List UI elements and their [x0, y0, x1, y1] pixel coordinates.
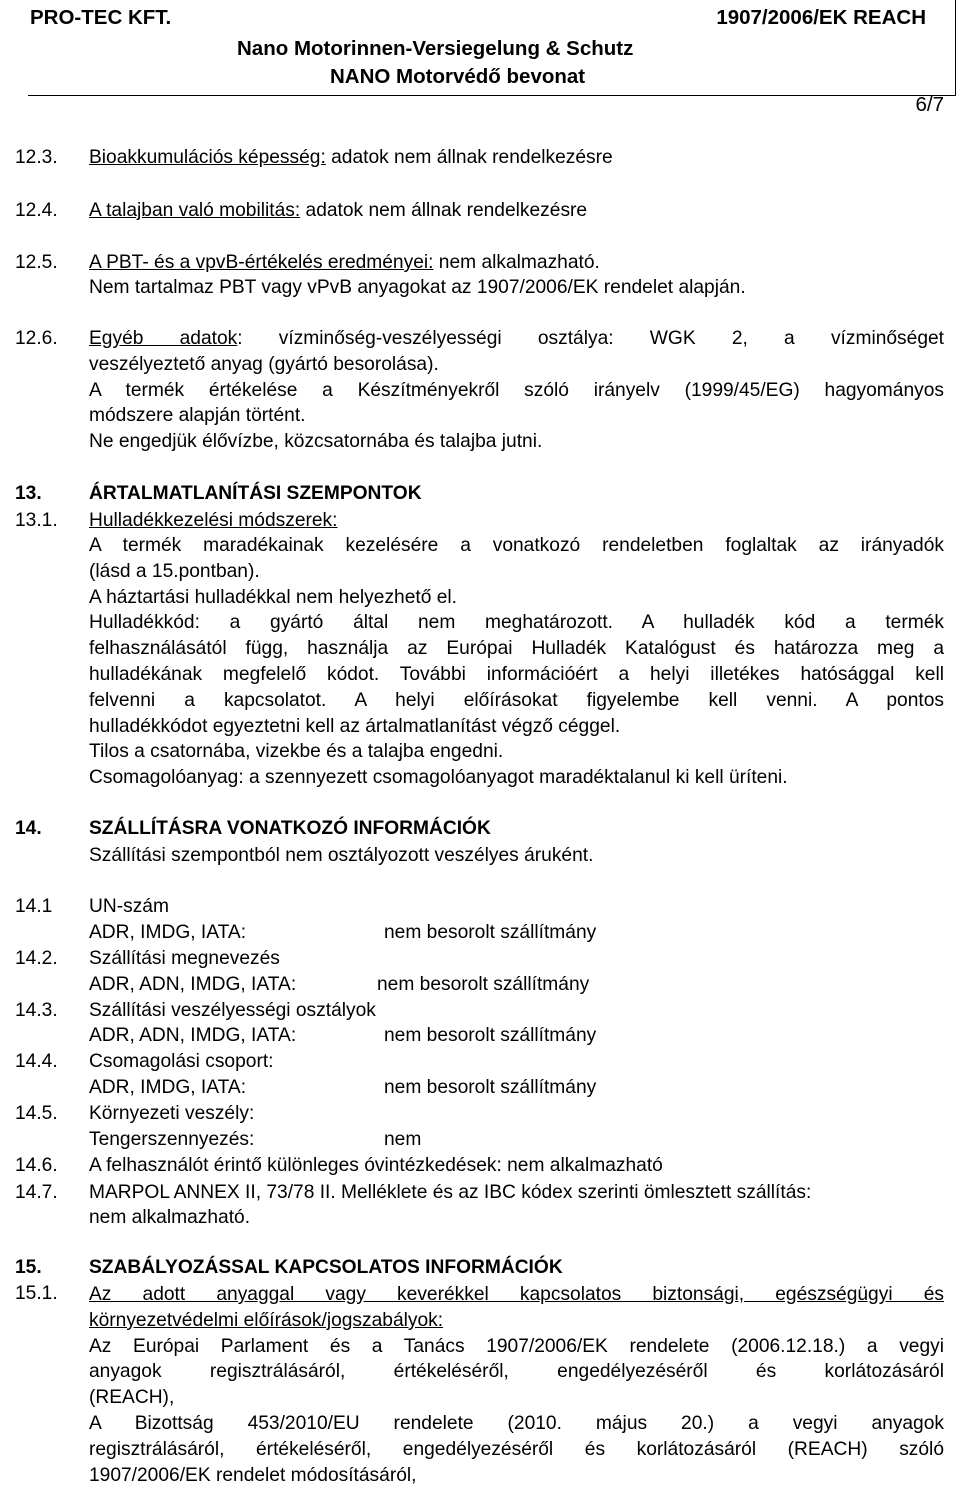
item-number: 12.6. [15, 328, 58, 349]
item-label: Bioakkumulációs képesség: [89, 147, 326, 168]
transport-value: nem [384, 1129, 422, 1150]
item-text: Csomagolóanyag: a szennyezett csomagolóanyagot maradéktalanul ki kell üríteni. [89, 767, 788, 789]
item-text: (REACH), [89, 1387, 175, 1409]
transport-value: nem besorolt szállítmány [384, 1025, 597, 1046]
section-title: SZABÁLYOZÁSSAL KAPCSOLATOS INFORMÁCIÓK [89, 1257, 563, 1278]
item-text: Az Európai Parlament és a Tanács 1907/2006/EK rendelete (2006.12.18.) a vegyi [89, 1335, 944, 1357]
item-text: A termék értékelése a Készítményekről szóló irányelv (1999/45/EG) hagyományos [89, 379, 944, 401]
item-text: adatok nem állnak rendelkezésre [300, 200, 588, 221]
regulations-block [89, 1282, 944, 1488]
item-text: (lásd a 15.pontban). [89, 560, 260, 582]
transport-key: Tengerszennyezés: [89, 1129, 255, 1150]
pbt-note: Nem tartalmaz PBT vagy vPvB anyagokat az 1907/2006/EK rendelet alapján. [89, 277, 746, 298]
section-number: 13. [15, 483, 42, 504]
section-number: 14. [15, 818, 42, 839]
transport-value: nem besorolt szállítmány [377, 974, 590, 995]
section-number: 15. [15, 1257, 42, 1278]
header-divider [28, 95, 956, 96]
transport-value: nem besorolt szállítmány [384, 922, 597, 943]
item-number: 13.1. [15, 510, 58, 531]
item-text: regisztrálásáról, értékeléséről, engedélyezéséről és korlátozásáról (REACH) szóló [89, 1438, 944, 1460]
item-text: nem alkalmazható. [433, 252, 600, 273]
pbt-row [89, 251, 600, 275]
page-number: 6/7 [915, 93, 944, 116]
item-text: A felhasználót érintő különleges óvintézkedések: nem alkalmazható [89, 1155, 663, 1176]
item-label: Hulladékkezelési módszerek: [89, 510, 338, 531]
item-text: anyagok regisztrálásáról, értékeléséről, engedélyezéséről és korlátozásáról [89, 1361, 944, 1383]
item-number: 12.4. [15, 200, 58, 221]
item-number: 14.3. [15, 1000, 58, 1021]
transport-value: nem besorolt szállítmány [384, 1077, 597, 1098]
item-text: Tilos a csatornába, vizekbe és a talajba engedni. [89, 741, 504, 763]
item-number: 14.2. [15, 948, 58, 969]
section-title: ÁRTALMATLANÍTÁSI SZEMPONTOK [89, 483, 422, 504]
item-label: Szállítási megnevezés [89, 948, 280, 969]
item-text: veszélyeztető anyag (gyártó besorolása). [89, 353, 439, 375]
item-label: Az adott anyaggal vagy keverékkel kapcsolatos biztonsági, egészségügyi és [89, 1284, 944, 1305]
product-name-de: Nano Motorinnen-Versiegelung & Schutz [237, 37, 634, 60]
regulation-ref: 1907/2006/EK REACH [716, 6, 926, 29]
item-text: felvenni a kapcsolatot. A helyi előírásokat figyelembe kell venni. A pontos [89, 689, 944, 711]
item-text: : vízminőség-veszélyességi osztálya: WGK 2, a vízminőséget [237, 328, 944, 349]
transport-key: ADR, IMDG, IATA: [89, 1077, 247, 1098]
item-label: A talajban való mobilitás: [89, 200, 301, 221]
bioaccumulation-row [89, 146, 613, 170]
other-info-block [89, 326, 944, 455]
item-label: Szállítási veszélyességi osztályok [89, 1000, 376, 1021]
item-text: A Bizottság 453/2010/EU rendelete (2010. május 20.) a vegyi anyagok [89, 1412, 944, 1434]
item-text: A háztartási hulladékkal nem helyezhető el. [89, 586, 457, 608]
item-text: adatok nem állnak rendelkezésre [325, 147, 613, 168]
item-label: A PBT- és a vpvB-értékelés eredményei: [89, 252, 434, 273]
header-right-border [955, 0, 956, 96]
item-label: környezetvédelmi előírások/jogszabályok: [89, 1309, 444, 1331]
item-label: UN-szám [89, 896, 169, 917]
product-name-hu: NANO Motorvédő bevonat [330, 65, 586, 88]
item-number: 14.4. [15, 1051, 58, 1072]
item-text: Ne engedjük élővízbe, közcsatornába és talajba jutni. [89, 431, 543, 453]
item-text: A termék maradékainak kezelésére a vonatkozó rendeletben foglaltak az irányadók [89, 535, 944, 556]
item-text: MARPOL ANNEX II, 73/78 II. Melléklete és az IBC kódex szerinti ömlesztett szállítás: [89, 1182, 812, 1203]
mobility-row [89, 199, 587, 223]
section-title: SZÁLLÍTÁSRA VONATKOZÓ INFORMÁCIÓK [89, 818, 491, 839]
transport-key: ADR, IMDG, IATA: [89, 922, 247, 943]
item-text: nem alkalmazható. [89, 1207, 251, 1228]
item-text: 1907/2006/EK rendelet módosításáról, [89, 1464, 417, 1486]
item-number: 14.7. [15, 1182, 58, 1203]
transport-key: ADR, ADN, IMDG, IATA: [89, 974, 297, 995]
item-number: 12.5. [15, 252, 58, 273]
item-number: 15.1. [15, 1283, 58, 1304]
item-label: Egyéb adatok [89, 328, 238, 349]
item-text: hulladékkódot egyeztetni kell az ártalmatlanítást végző céggel. [89, 715, 621, 737]
section-subtitle: Szállítási szempontból nem osztályozott veszélyes áruként. [89, 845, 594, 866]
item-text: Hulladékkód: a gyártó által nem meghatározott. A hulladék kód a termék [89, 612, 944, 634]
item-number: 12.3. [15, 147, 58, 168]
company-name: PRO-TEC KFT. [30, 6, 172, 29]
item-label: Csomagolási csoport: [89, 1051, 274, 1072]
item-number: 14.6. [15, 1155, 58, 1176]
item-text: hulladékának megfelelő kódot. További információért a helyi illetékes hatósággal kell [89, 663, 944, 685]
item-text: módszere alapján történt. [89, 405, 306, 427]
transport-key: ADR, ADN, IMDG, IATA: [89, 1025, 297, 1046]
waste-treatment-block [89, 533, 944, 791]
item-number: 14.5. [15, 1103, 58, 1124]
item-text: felhasználásától függ, használja az Európai Hulladék Katalógust és határozza meg a [89, 638, 944, 660]
item-number: 14.1 [15, 896, 53, 917]
item-label: Környezeti veszély: [89, 1103, 255, 1124]
